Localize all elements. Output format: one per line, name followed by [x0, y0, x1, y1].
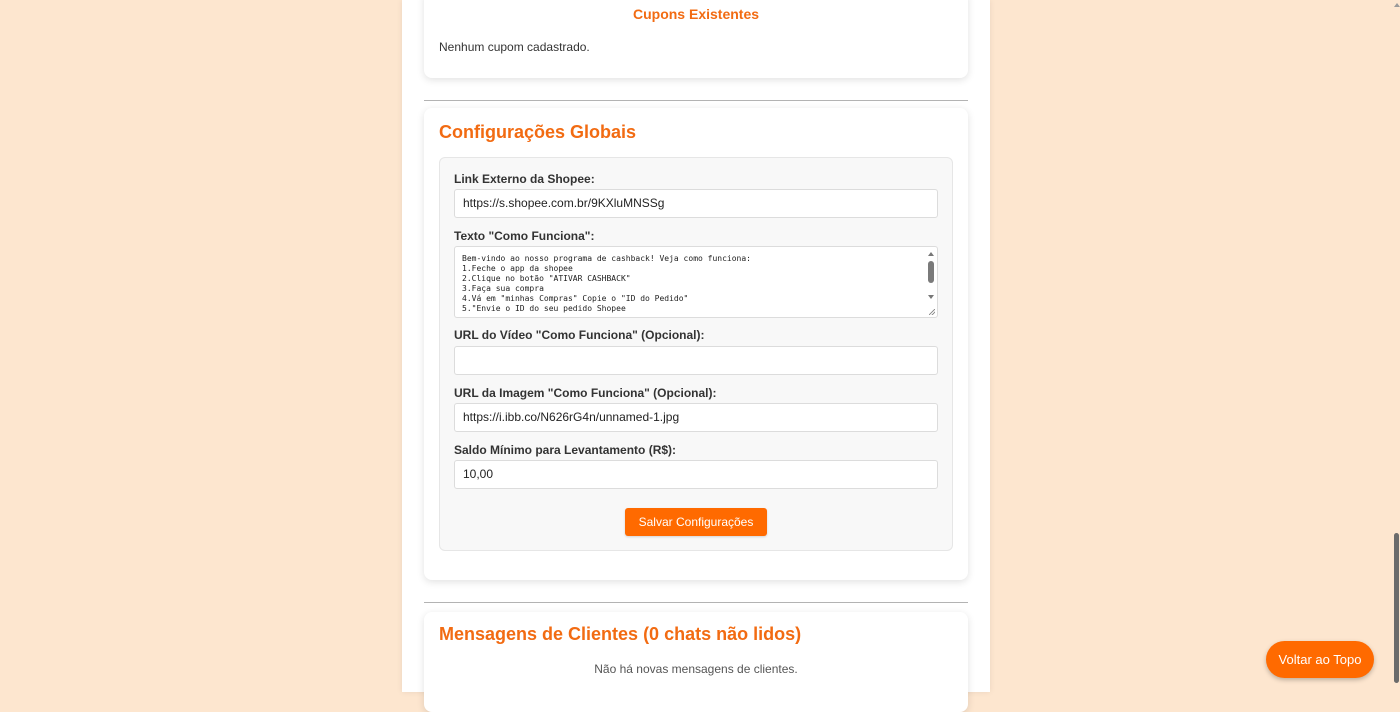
video-url-label: URL do Vídeo "Como Funciona" (Opcional):	[454, 328, 705, 342]
resize-handle-icon[interactable]	[929, 309, 935, 315]
messages-empty-text: Não há novas mensagens de clientes.	[594, 662, 798, 676]
coupons-card	[424, 0, 968, 78]
main-page	[402, 0, 990, 692]
back-to-top-button[interactable]: Voltar ao Topo	[1266, 641, 1374, 678]
config-title: Configurações Globais	[439, 122, 637, 142]
coupons-empty-text: Nenhum cupom cadastrado.	[439, 40, 590, 54]
save-config-button[interactable]: Salvar Configurações	[625, 508, 767, 536]
textarea-scrollbar[interactable]	[926, 248, 936, 316]
global-config-card	[424, 108, 968, 580]
scroll-down-icon[interactable]	[928, 295, 934, 299]
image-url-input[interactable]: https://i.ibb.co/N626rG4n/unnamed-1.jpg	[454, 403, 938, 432]
scroll-up-icon[interactable]	[928, 252, 934, 256]
page-scroll-thumb[interactable]	[1394, 533, 1399, 683]
how-it-works-label: Texto "Como Funciona":	[454, 229, 595, 243]
page-scrollbar[interactable]	[1393, 0, 1400, 692]
how-it-works-textarea[interactable]	[454, 246, 938, 318]
shopee-link-label: Link Externo da Shopee:	[454, 172, 595, 186]
how-it-works-text: Bem-vindo ao nosso programa de cashback! Veja como funciona: 1.Feche o app da shopee 2.Clique no botão "ATIVAR CASHBACK" 3.Faça sua compra 4.Vá em "minhas Compras" Copie o "ID do Pedido" 5."Envie o ID do seu pedido Shopee	[462, 254, 751, 313]
shopee-link-input[interactable]: https://s.shopee.com.br/9KXluMNSSg	[454, 189, 938, 218]
scroll-up-icon[interactable]	[1394, 3, 1400, 7]
video-url-input[interactable]	[454, 346, 938, 375]
messages-title: Mensagens de Clientes (0 chats não lidos)	[439, 624, 802, 644]
image-url-label: URL da Imagem "Como Funciona" (Opcional):	[454, 386, 717, 400]
section-divider	[424, 602, 968, 603]
scroll-thumb[interactable]	[928, 261, 934, 283]
section-divider	[424, 100, 968, 101]
coupons-title: Cupons Existentes	[632, 6, 760, 22]
min-balance-input[interactable]: 10,00	[454, 460, 938, 489]
config-form	[439, 157, 953, 551]
client-messages-card	[424, 612, 968, 712]
min-balance-label: Saldo Mínimo para Levantamento (R$):	[454, 443, 677, 457]
